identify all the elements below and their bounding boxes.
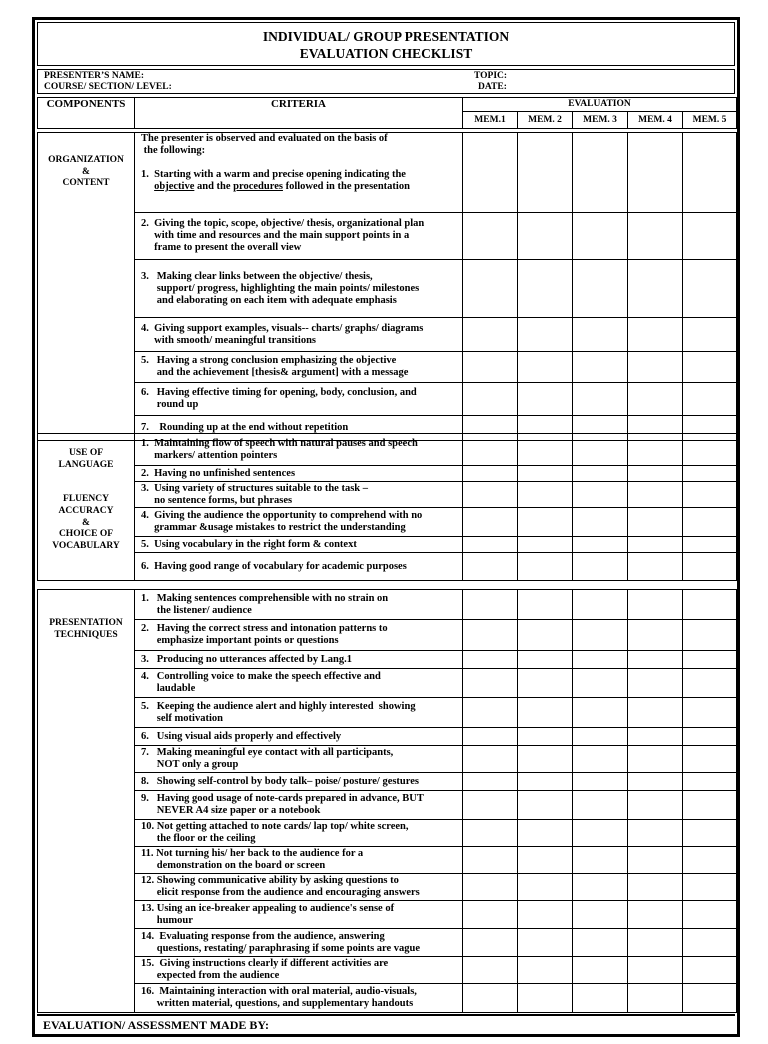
criterion-line: 2. Giving the topic, scope, objective/ thesis, organizational plan xyxy=(141,218,425,229)
mem-2-score-cell[interactable] xyxy=(518,847,573,874)
mem-5-score-cell[interactable] xyxy=(683,466,737,482)
criterion-line: 4. Controlling voice to make the speech effective and xyxy=(141,671,381,682)
criterion-line: 1. Starting with a warm and precise opening indicating the xyxy=(141,169,406,180)
date-label: DATE: xyxy=(478,82,507,92)
mem-3-score-cell[interactable] xyxy=(573,383,628,416)
mem-1-score-cell[interactable] xyxy=(463,213,518,260)
criterion-text xyxy=(135,213,463,260)
criterion-line: self motivation xyxy=(141,712,223,724)
mem-1-score-cell[interactable] xyxy=(463,318,518,352)
criterion-row xyxy=(38,791,737,820)
criterion-line: round up xyxy=(141,399,199,410)
mem-1-score-cell[interactable] xyxy=(463,901,518,929)
mem-2-score-cell[interactable] xyxy=(518,352,573,383)
mem-1-score-cell[interactable] xyxy=(463,746,518,773)
criterion-text xyxy=(135,482,463,508)
mem-4-score-cell[interactable] xyxy=(628,791,683,820)
mem-2-score-cell[interactable] xyxy=(518,984,573,1013)
criterion-line: 7. Making meaningful eye contact with all participants, xyxy=(141,747,394,758)
mem-5-score-cell[interactable] xyxy=(683,728,737,746)
criterion-row xyxy=(38,620,737,651)
mem-4-score-cell[interactable] xyxy=(628,482,683,508)
mem-5-header: MEM. 5 xyxy=(683,112,737,129)
title-line-2: EVALUATION CHECKLIST xyxy=(299,46,473,61)
mem-1-score-cell[interactable] xyxy=(463,352,518,383)
mem-2-score-cell[interactable] xyxy=(518,466,573,482)
criterion-line: 4. Giving support examples, visuals-- charts/ graphs/ diagrams xyxy=(141,322,424,334)
mem-1-score-cell[interactable] xyxy=(463,590,518,620)
mem-1-score-cell[interactable] xyxy=(463,874,518,901)
mem-2-score-cell[interactable] xyxy=(518,383,573,416)
component-label-line: ACCURACY xyxy=(58,505,114,516)
component-label-line xyxy=(38,483,134,495)
mem-3-score-cell[interactable] xyxy=(573,537,628,553)
criterion-line: questions, restating/ paraphrasing if some points are vague xyxy=(141,942,421,954)
criterion-line: support/ progress, highlighting the main points/ milestones xyxy=(141,282,420,294)
criterion-line: emphasize important points or questions xyxy=(141,635,339,646)
criterion-line: 6. Using visual aids properly and effectively xyxy=(141,730,342,742)
mem-4-score-cell[interactable] xyxy=(628,590,683,620)
mem-2-score-cell[interactable] xyxy=(518,874,573,901)
criterion-text xyxy=(135,901,463,929)
component-label xyxy=(38,133,135,441)
mem-3-header: MEM. 3 xyxy=(573,112,628,129)
mem-3-score-cell[interactable] xyxy=(573,590,628,620)
header-table xyxy=(37,97,737,129)
course-label: COURSE/ SECTION/ LEVEL: xyxy=(44,82,172,92)
mem-4-score-cell[interactable] xyxy=(628,434,683,466)
criterion-text xyxy=(135,620,463,651)
criterion-text xyxy=(135,698,463,728)
mem-5-score-cell[interactable] xyxy=(683,820,737,847)
component-label-line: PRESENTATION xyxy=(49,618,123,628)
mem-5-score-cell[interactable] xyxy=(683,318,737,352)
mem-3-score-cell[interactable] xyxy=(573,728,628,746)
mem-5-score-cell[interactable] xyxy=(683,508,737,537)
mem-5-score-cell[interactable] xyxy=(683,383,737,416)
mem-2-score-cell[interactable] xyxy=(518,820,573,847)
criterion-line: 6. Having good range of vocabulary for academic purposes xyxy=(141,560,407,572)
criterion-row xyxy=(38,466,737,482)
mem-1-score-cell[interactable] xyxy=(463,133,518,213)
criterion-line: 3. Using variety of structures suitable to the task – xyxy=(141,482,369,494)
mem-1-score-cell[interactable] xyxy=(463,537,518,553)
criterion-text xyxy=(135,773,463,791)
mem-3-score-cell[interactable] xyxy=(573,874,628,901)
criterion-row xyxy=(38,482,737,508)
criterion-row xyxy=(38,260,737,318)
mem-5-score-cell[interactable] xyxy=(683,260,737,318)
criterion-line: NEVER A4 size paper or a notebook xyxy=(141,805,321,816)
mem-3-score-cell[interactable] xyxy=(573,466,628,482)
mem-2-score-cell[interactable] xyxy=(518,553,573,581)
mem-1-score-cell[interactable] xyxy=(463,984,518,1013)
mem-1-score-cell[interactable] xyxy=(463,957,518,984)
mem-4-score-cell[interactable] xyxy=(628,728,683,746)
mem-3-score-cell[interactable] xyxy=(573,482,628,508)
mem-1-score-cell[interactable] xyxy=(463,820,518,847)
mem-2-score-cell[interactable] xyxy=(518,651,573,669)
mem-1-score-cell[interactable] xyxy=(463,698,518,728)
criterion-line: 16. Maintaining interaction with oral material, audio-visuals, xyxy=(141,986,417,997)
mem-1-score-cell[interactable] xyxy=(463,553,518,581)
mem-4-score-cell[interactable] xyxy=(628,553,683,581)
criterion-row xyxy=(38,746,737,773)
mem-4-header: MEM. 4 xyxy=(628,112,683,129)
mem-3-score-cell[interactable] xyxy=(573,698,628,728)
criterion-row xyxy=(38,537,737,553)
criterion-row xyxy=(38,984,737,1013)
criterion-row xyxy=(38,929,737,957)
criterion-row xyxy=(38,820,737,847)
title-line-1: INDIVIDUAL/ GROUP PRESENTATION xyxy=(262,29,510,44)
mem-1-score-cell[interactable] xyxy=(463,466,518,482)
mem-4-score-cell[interactable] xyxy=(628,508,683,537)
criterion-text xyxy=(135,434,463,466)
criterion-text xyxy=(135,508,463,537)
criterion-text xyxy=(135,929,463,957)
criterion-row xyxy=(38,352,737,383)
criterion-row xyxy=(38,318,737,352)
mem-2-score-cell[interactable] xyxy=(518,901,573,929)
criterion-text xyxy=(135,133,463,213)
mem-3-score-cell[interactable] xyxy=(573,213,628,260)
component-label-line: & xyxy=(82,166,90,177)
component-label-line: CONTENT xyxy=(62,178,110,189)
mem-2-score-cell[interactable] xyxy=(518,508,573,537)
components-header: COMPONENTS xyxy=(38,98,135,129)
criterion-line: 6. Having effective timing for opening, body, conclusion, and xyxy=(141,387,417,398)
mem-5-score-cell[interactable] xyxy=(683,352,737,383)
mem-5-score-cell[interactable] xyxy=(683,213,737,260)
criterion-text xyxy=(135,728,463,746)
criterion-text xyxy=(135,590,463,620)
criterion-line: 9. Having good usage of note-cards prepared in advance, BUT xyxy=(141,793,424,804)
criterion-text xyxy=(135,984,463,1013)
criterion-line: 2. Having the correct stress and intonation patterns to xyxy=(141,623,388,634)
criterion-line: frame to present the overall view xyxy=(141,242,302,253)
mem-5-score-cell[interactable] xyxy=(683,773,737,791)
mem-4-score-cell[interactable] xyxy=(628,929,683,957)
criterion-line: grammar &usage mistakes to restrict the understanding xyxy=(141,522,406,533)
criterion-text xyxy=(135,383,463,416)
mem-4-score-cell[interactable] xyxy=(628,773,683,791)
criterion-line: written material, questions, and supplementary handouts xyxy=(141,998,414,1009)
mem-5-score-cell[interactable] xyxy=(683,482,737,508)
criteria-intro: The presenter is observed and evaluated on the basis of the following: xyxy=(141,133,388,156)
info-box xyxy=(37,69,735,94)
criterion-text xyxy=(135,874,463,901)
criterion-line: 11. Not turning his/ her back to the audience for a xyxy=(141,848,364,859)
mem-5-score-cell[interactable] xyxy=(683,984,737,1013)
mem-2-header: MEM. 2 xyxy=(518,112,573,129)
component-label-line: & xyxy=(82,517,90,528)
mem-2-score-cell[interactable] xyxy=(518,482,573,508)
mem-2-score-cell[interactable] xyxy=(518,746,573,773)
criterion-line: 4. Giving the audience the opportunity to comprehend with no xyxy=(141,510,423,521)
criterion-line: the floor or the ceiling xyxy=(141,833,256,844)
mem-4-score-cell[interactable] xyxy=(628,847,683,874)
criterion-row xyxy=(38,508,737,537)
mem-4-score-cell[interactable] xyxy=(628,669,683,698)
mem-5-score-cell[interactable] xyxy=(683,651,737,669)
organization-section xyxy=(37,132,737,441)
criterion-text xyxy=(135,847,463,874)
component-label-line: FLUENCY xyxy=(63,494,109,505)
mem-4-score-cell[interactable] xyxy=(628,957,683,984)
mem-5-score-cell[interactable] xyxy=(683,746,737,773)
title-box xyxy=(37,22,735,66)
mem-3-score-cell[interactable] xyxy=(573,820,628,847)
component-label xyxy=(38,434,135,581)
criterion-row xyxy=(38,847,737,874)
mem-1-score-cell[interactable] xyxy=(463,669,518,698)
topic-label: TOPIC: xyxy=(474,71,508,81)
criterion-line: expected from the audience xyxy=(141,970,280,981)
criterion-row xyxy=(38,651,737,669)
mem-3-score-cell[interactable] xyxy=(573,746,628,773)
criterion-line: and elaborating on each item with adequate emphasis xyxy=(141,294,397,306)
component-label-line: USE OF xyxy=(68,448,104,458)
mem-3-score-cell[interactable] xyxy=(573,318,628,352)
criterion-row xyxy=(38,669,737,698)
mem-2-score-cell[interactable] xyxy=(518,728,573,746)
mem-5-score-cell[interactable] xyxy=(683,901,737,929)
mem-2-score-cell[interactable] xyxy=(518,791,573,820)
mem-5-score-cell[interactable] xyxy=(683,133,737,213)
criterion-text xyxy=(135,466,463,482)
mem-4-score-cell[interactable] xyxy=(628,651,683,669)
criterion-text xyxy=(135,537,463,553)
criterion-line: 1. Maintaining flow of speech with natural pauses and speech xyxy=(141,437,418,449)
mem-1-score-cell[interactable] xyxy=(463,508,518,537)
mem-4-score-cell[interactable] xyxy=(628,698,683,728)
criterion-line: 5. Having a strong conclusion emphasizing the objective xyxy=(141,355,397,366)
criterion-row xyxy=(38,213,737,260)
criterion-text xyxy=(135,957,463,984)
mem-3-score-cell[interactable] xyxy=(573,901,628,929)
mem-3-score-cell[interactable] xyxy=(573,929,628,957)
mem-5-score-cell[interactable] xyxy=(683,620,737,651)
mem-5-score-cell[interactable] xyxy=(683,590,737,620)
criterion-line: NOT only a group xyxy=(141,759,239,770)
criterion-line: 1. Making sentences comprehensible with no strain on xyxy=(141,592,389,604)
component-label-line: ORGANIZATION xyxy=(48,155,124,165)
criterion-line: 5. Keeping the audience alert and highly interested showing xyxy=(141,700,416,712)
criterion-line: with time and resources and the main support points in a xyxy=(141,230,410,241)
mem-3-score-cell[interactable] xyxy=(573,791,628,820)
mem-5-score-cell[interactable] xyxy=(683,847,737,874)
criteria-header: CRITERIA xyxy=(135,98,463,129)
mem-3-score-cell[interactable] xyxy=(573,620,628,651)
mem-3-score-cell[interactable] xyxy=(573,553,628,581)
mem-5-score-cell[interactable] xyxy=(683,553,737,581)
criterion-line: the listener/ audience xyxy=(141,604,252,616)
criterion-line: 14. Evaluating response from the audience, answering xyxy=(141,930,385,942)
criterion-text xyxy=(135,553,463,581)
criterion-line: laudable xyxy=(141,683,196,694)
criterion-row xyxy=(38,553,737,581)
mem-5-score-cell[interactable] xyxy=(683,957,737,984)
mem-1-score-cell[interactable] xyxy=(463,728,518,746)
footer-evaluation-made-by: EVALUATION/ ASSESSMENT MADE BY: xyxy=(37,1014,735,1044)
component-label-line: TECHNIQUES xyxy=(54,629,118,640)
criterion-line: markers/ attention pointers xyxy=(141,449,278,461)
mem-2-score-cell[interactable] xyxy=(518,698,573,728)
mem-5-score-cell[interactable] xyxy=(683,698,737,728)
mem-2-score-cell[interactable] xyxy=(518,213,573,260)
mem-4-score-cell[interactable] xyxy=(628,383,683,416)
language-section xyxy=(37,433,737,581)
mem-1-score-cell[interactable] xyxy=(463,791,518,820)
evaluation-header: EVALUATION xyxy=(463,98,737,112)
criterion-row xyxy=(38,728,737,746)
criterion-text xyxy=(135,352,463,383)
mem-4-score-cell[interactable] xyxy=(628,133,683,213)
criterion-text xyxy=(135,791,463,820)
mem-4-score-cell[interactable] xyxy=(628,318,683,352)
criterion-line: 10. Not getting attached to note cards/ lap top/ white screen, xyxy=(141,821,409,832)
criterion-line: humour xyxy=(141,914,193,926)
mem-1-score-cell[interactable] xyxy=(463,847,518,874)
mem-3-score-cell[interactable] xyxy=(573,352,628,383)
mem-4-score-cell[interactable] xyxy=(628,352,683,383)
criterion-row xyxy=(38,383,737,416)
mem-4-score-cell[interactable] xyxy=(628,620,683,651)
mem-4-score-cell[interactable] xyxy=(628,260,683,318)
mem-3-score-cell[interactable] xyxy=(573,669,628,698)
mem-2-score-cell[interactable] xyxy=(518,669,573,698)
mem-1-score-cell[interactable] xyxy=(463,260,518,318)
criterion-line: 3. Producing no utterances affected by Lang.1 xyxy=(141,653,352,665)
criterion-row xyxy=(38,957,737,984)
mem-5-score-cell[interactable] xyxy=(683,874,737,901)
criterion-line: 5. Using vocabulary in the right form & context xyxy=(141,538,357,550)
mem-3-score-cell[interactable] xyxy=(573,957,628,984)
criterion-text xyxy=(135,318,463,352)
component-label xyxy=(38,590,135,1013)
criterion-row xyxy=(38,434,737,466)
mem-3-score-cell[interactable] xyxy=(573,133,628,213)
mem-2-score-cell[interactable] xyxy=(518,133,573,213)
mem-3-score-cell[interactable] xyxy=(573,651,628,669)
mem-3-score-cell[interactable] xyxy=(573,847,628,874)
criterion-text xyxy=(135,651,463,669)
mem-2-score-cell[interactable] xyxy=(518,537,573,553)
mem-2-score-cell[interactable] xyxy=(518,434,573,466)
mem-1-score-cell[interactable] xyxy=(463,651,518,669)
mem-2-score-cell[interactable] xyxy=(518,590,573,620)
techniques-section xyxy=(37,589,737,1013)
component-label-line xyxy=(38,471,134,483)
mem-1-score-cell[interactable] xyxy=(463,620,518,651)
mem-5-score-cell[interactable] xyxy=(683,434,737,466)
criterion-line: elicit response from the audience and encouraging answers xyxy=(141,887,420,898)
mem-4-score-cell[interactable] xyxy=(628,213,683,260)
criterion-text xyxy=(135,669,463,698)
criterion-line: 3. Making clear links between the objective/ thesis, xyxy=(141,270,373,282)
mem-4-score-cell[interactable] xyxy=(628,820,683,847)
component-label-line: LANGUAGE xyxy=(58,459,114,470)
criterion-line: demonstration on the board or screen xyxy=(141,860,326,871)
criterion-line: 2. Having no unfinished sentences xyxy=(141,467,296,479)
mem-2-score-cell[interactable] xyxy=(518,957,573,984)
mem-3-score-cell[interactable] xyxy=(573,773,628,791)
criterion-row xyxy=(38,901,737,929)
mem-1-score-cell[interactable] xyxy=(463,773,518,791)
mem-4-score-cell[interactable] xyxy=(628,537,683,553)
mem-5-score-cell[interactable] xyxy=(683,669,737,698)
mem-4-score-cell[interactable] xyxy=(628,874,683,901)
mem-5-score-cell[interactable] xyxy=(683,791,737,820)
criterion-line: objective and the procedures followed in the presentation xyxy=(154,181,410,192)
mem-3-score-cell[interactable] xyxy=(573,508,628,537)
mem-1-score-cell[interactable] xyxy=(463,929,518,957)
criterion-text xyxy=(135,746,463,773)
mem-5-score-cell[interactable] xyxy=(683,537,737,553)
checklist-sheet xyxy=(32,17,740,1037)
criterion-line: no sentence forms, but phrases xyxy=(141,494,293,506)
mem-1-score-cell[interactable] xyxy=(463,383,518,416)
criterion-line: 8. Showing self-control by body talk– poise/ posture/ gestures xyxy=(141,775,419,787)
mem-1-header: MEM.1 xyxy=(463,112,518,129)
mem-4-score-cell[interactable] xyxy=(628,901,683,929)
mem-1-score-cell[interactable] xyxy=(463,482,518,508)
mem-3-score-cell[interactable] xyxy=(573,260,628,318)
mem-1-score-cell[interactable] xyxy=(463,434,518,466)
mem-2-score-cell[interactable] xyxy=(518,318,573,352)
criterion-text xyxy=(135,260,463,318)
mem-3-score-cell[interactable] xyxy=(573,434,628,466)
mem-4-score-cell[interactable] xyxy=(628,984,683,1013)
mem-4-score-cell[interactable] xyxy=(628,466,683,482)
mem-2-score-cell[interactable] xyxy=(518,773,573,791)
criterion-text xyxy=(135,820,463,847)
criterion-row xyxy=(38,773,737,791)
criterion-row xyxy=(38,698,737,728)
criterion-line: 13. Using an ice-breaker appealing to audience's sense of xyxy=(141,902,395,914)
criterion-line: 15. Giving instructions clearly if different activities are xyxy=(141,958,389,969)
mem-2-score-cell[interactable] xyxy=(518,620,573,651)
criterion-line: 7. Rounding up at the end without repetition xyxy=(141,422,349,433)
criterion-line: and the achievement [thesis& argument] with a message xyxy=(141,367,409,378)
presenter-name-label: PRESENTER’S NAME: xyxy=(44,71,145,81)
criterion-line: with smooth/ meaningful transitions xyxy=(141,334,317,346)
criterion-row xyxy=(38,133,737,213)
mem-2-score-cell[interactable] xyxy=(518,929,573,957)
mem-3-score-cell[interactable] xyxy=(573,984,628,1013)
mem-5-score-cell[interactable] xyxy=(683,929,737,957)
mem-2-score-cell[interactable] xyxy=(518,260,573,318)
component-label-line: VOCABULARY xyxy=(52,540,120,551)
criterion-line: 12. Showing communicative ability by asking questions to xyxy=(141,875,399,886)
mem-4-score-cell[interactable] xyxy=(628,746,683,773)
component-label-line: CHOICE OF xyxy=(58,529,114,540)
criterion-row xyxy=(38,874,737,901)
criterion-row xyxy=(38,590,737,620)
